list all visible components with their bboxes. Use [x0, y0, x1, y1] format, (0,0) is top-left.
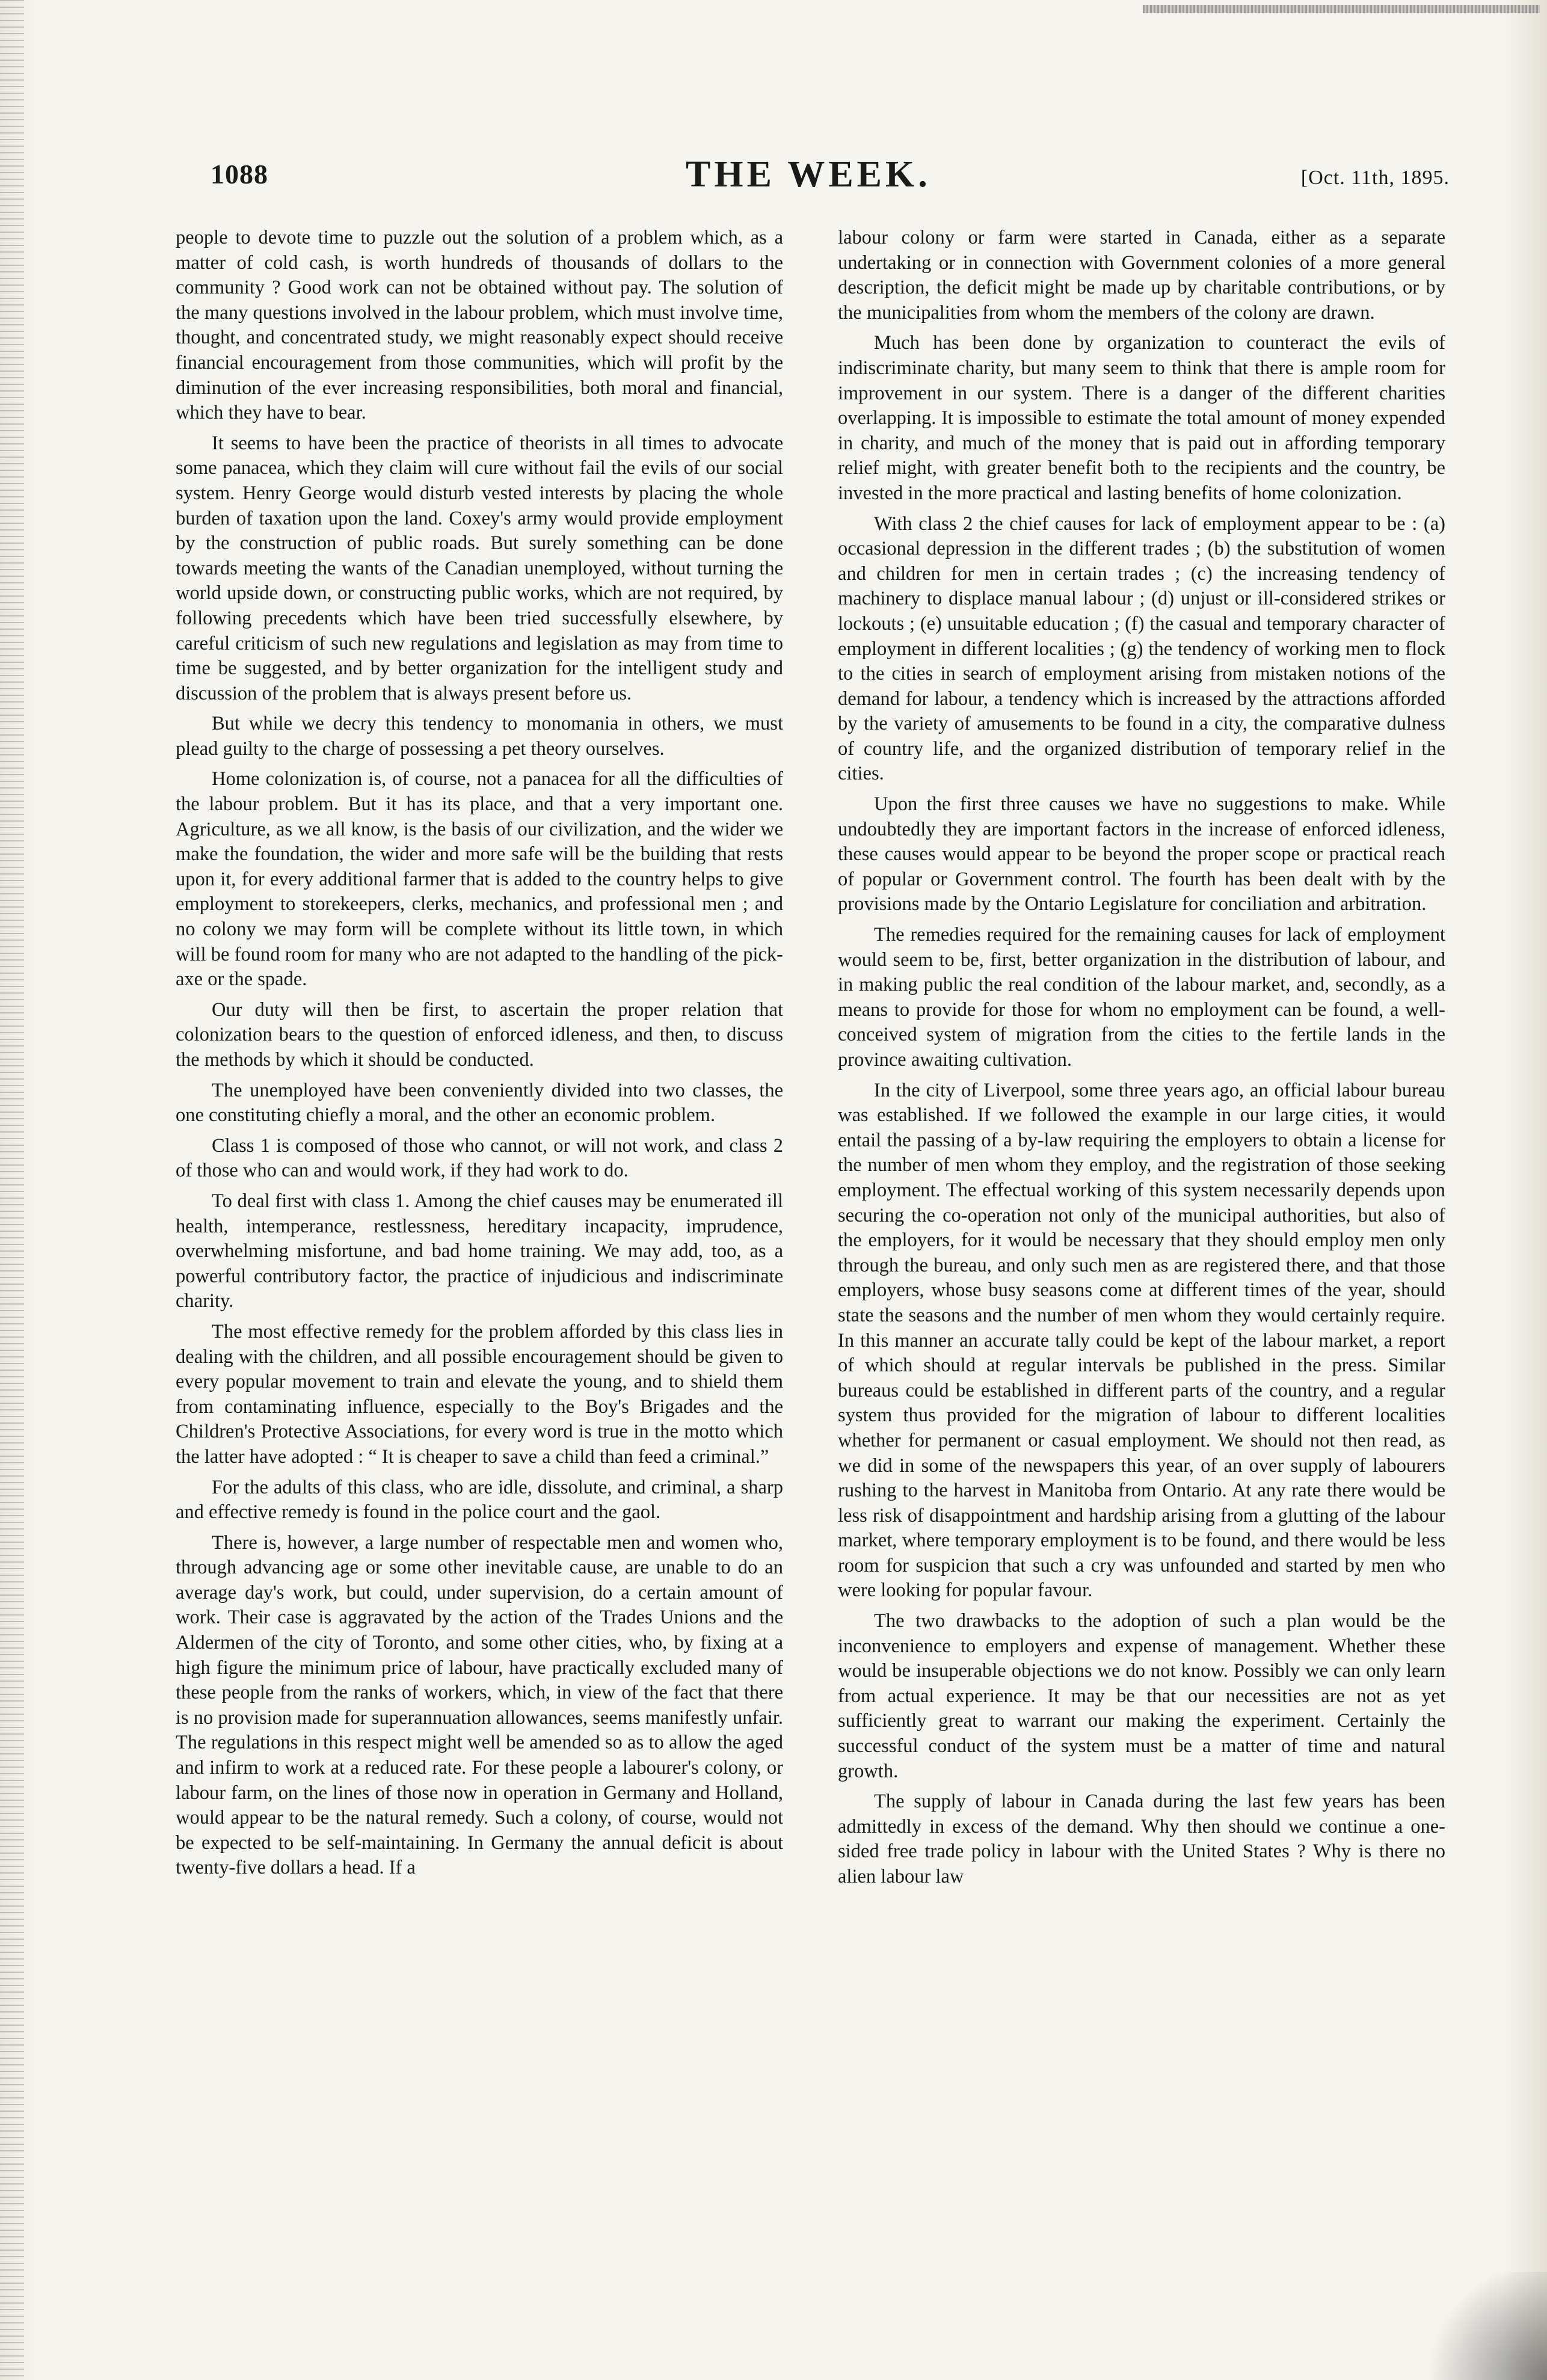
paragraph: Home colonization is, of course, not a panacea for all the difficulties of the labour problem. But it has its place, and that a very important one. Agriculture, as we all know, is the basis of our civilization, and the wider we make the foundation, the wider and more safe will be the building that rests upon it, for every additional farmer that is added to the country helps to give employment to storekeepers, clerks, mechanics, and professional men ; and no colony we may form will be complete without its little town, in which will be found room for many who are not adapted to the handling of the pick-axe or the spade. [176, 768, 783, 991]
paragraph: Class 1 is composed of those who cannot, or will not work, and class 2 of those who can and would work, if they had work to do. [176, 1134, 783, 1182]
masthead-title: THE WEEK. [686, 154, 931, 195]
paragraph: labour colony or farm were started in Canada, either as a separate undertaking or in connection with Government colonies of a more general description, the deficit might be made up by charitable contributions, or by the municipalities from whom the members of the colony are drawn. [838, 227, 1445, 324]
paragraph: Upon the first three causes we have no suggestions to make. While undoubtedly they are important factors in the increase of enforced idleness, these causes would appear to be beyond the proper scope or practical reach of popular or Government control. The fourth has been dealt with by the provisions made by the Ontario Legislature for conciliation and arbitration. [838, 793, 1445, 915]
page-header [174, 153, 1450, 201]
paragraph: But while we decry this tendency to monomania in others, we must plead guilty to the charge of possessing a pet theory ourselves. [176, 713, 783, 760]
right-column [838, 226, 1445, 2283]
corner-ink-smear [1415, 2272, 1547, 2380]
top-rule-smudge [1143, 5, 1540, 13]
paragraph: There is, however, a large number of respectable men and women who, through advancing age or some other inevitable cause, are unable to do an average day's work, but could, under supervision, do a certain amount of work. Their case is aggravated by the action of the Trades Unions and the Aldermen of the city of Toronto, and some other cities, who, by fixing at a high figure the minimum price of labour, have practically excluded many of these people from the ranks of workers, which, in view of the fact that there is no provision made for superannuation allowances, seems manifestly unfair. The regulations in this respect might well be amended so as to allow the aged and infirm to work at a reduced rate. For these people a labourer's colony, or labour farm, on the lines of those now in operation in Germany and Holland, would appear to be the natural remedy. Such a colony, of course, would not be expected to be self-maintaining. In Germany the annual deficit is about twenty-five dollars a head. If a [176, 1531, 783, 1879]
left-column [176, 226, 783, 2283]
paragraph: In the city of Liverpool, some three years ago, an official labour bureau was established. If we followed the example in our large cities, it would entail the passing of a by-law requiring the employers to obtain a license for the number of men whom they employ, and the registration of those seeking employment. The effectual working of this system necessarily depends upon securing the co-operation not only of the municipal authorities, but also of the employers, for it would be necessary that they should employ men only through the bureau, and only such men as are registered there, and that those employers, whose busy seasons come at different times of the year, should state the seasons and the number of men whom they would certainly require. In this manner an accurate tally could be kept of the labour market, a report of which should at regular intervals be published in the press. Similar bureaus could be established in different parts of the country, and a regular system thus provided for the migration of labour to different localities whether for permanent or casual employment. We should not then read, as we did in some of the newspapers this year, of an over supply of labourers rushing to the harvest in Manitoba from Ontario. At any rate there would be less risk of disappointment and hardship arising from a glutting of the labour market, where temporary employment is to be found, and there would be less room for suspicion that such a cry was unfounded and started by men who were looking for popular favour. [838, 1079, 1445, 1602]
paragraph: With class 2 the chief causes for lack of employment appear to be : (a) occasional depression in the different trades ; (b) the substitution of women and children for men in certain trades ; (c) the increasing tendency of machinery to displace manual labour ; (d) unjust or ill-considered strikes or lockouts ; (e) unsuitable education ; (f) the casual and temporary character of employment in different localities ; (g) the tendency of working men to flock to the cities in search of employment arising from mistaken notions of the demand for labour, a tendency which is increased by the attractions afforded by the variety of amusements to be found in a city, the comparative dulness of country life, and the organized distribution of temporary relief in the cities. [838, 512, 1445, 785]
paragraph: The unemployed have been conveniently divided into two classes, the one constituting chiefly a moral, and the other an economic problem. [176, 1079, 783, 1127]
binding-edge [0, 0, 24, 2380]
page-number: 1088 [211, 159, 268, 189]
paragraph: people to devote time to puzzle out the solution of a problem which, as a matter of cold cash, is worth hundreds of thousands of dollars to the community ? Good work can not be obtained without pay. The solution of the many questions involved in the labour problem, which must involve time, thought, and concentrated study, we might reasonably expect should receive financial encouragement from those communities, which will profit by the diminution of the ever increasing responsibilities, both moral and financial, which they have to bear. [176, 227, 783, 424]
paragraph: The remedies required for the remaining causes for lack of employment would seem to be, first, better organization in the distribution of labour, and in making public the real condition of the labour market, and, secondly, as a means to provide for those for whom no employment can be found, a well-conceived system of migration from the cities to the fertile lands in the province awaiting cultivation. [838, 924, 1445, 1071]
paragraph: For the adults of this class, who are idle, dissolute, and criminal, a sharp and effective remedy is found in the police court and the gaol. [176, 1476, 783, 1524]
paragraph: The most effective remedy for the problem afforded by this class lies in dealing with the children, and all possible encouragement should be given to every popular movement to train and elevate the young, and to shield them from contaminating influence, especially to the Boy's Brigades and the Children's Protective Associations, for every word is true in the motto which the latter have adopted : “ It is cheaper to save a child than feed a criminal.” [176, 1320, 783, 1468]
paragraph: It seems to have been the practice of theorists in all times to advocate some panacea, which they claim will cure without fail the evils of our social system. Henry George would disturb vested interests by placing the whole burden of taxation upon the land. Coxey's army would provide employment by the construction of public roads. But surely something can be done towards meeting the wants of the Canadian unemployed, without turning the world upside down, or constructing public works, which are not required, by following precedents which have been tried successfully elsewhere, by careful criticism of such new regulations and legislation as may from time to time be suggested, and by better organization for the intelligent study and discussion of the problem that is always present before us. [176, 432, 783, 704]
paragraph: To deal first with class 1. Among the chief causes may be enumerated ill health, intemperance, restlessness, hereditary incapacity, imprudence, overwhelming misfortune, and bad home training. We may add, too, as a powerful contributory factor, the practice of injudicious and indiscriminate charity. [176, 1190, 783, 1312]
paragraph: The supply of labour in Canada during the last few years has been admittedly in excess of the demand. Why then should we continue a one-sided free trade policy in labour with the United States ? Why is there no alien labour law [838, 1791, 1445, 1887]
paragraph: The two drawbacks to the adoption of such a plan would be the inconvenience to employers and expense of management. Whether these would be insuperable objections we do not know. Possibly we can only learn from actual experience. It may be that our necessities are not as yet sufficiently great to warrant our making the experiment. Certainly the successful conduct of the system must be a matter of time and natural growth. [838, 1610, 1445, 1782]
issue-date: [Oct. 11th, 1895. [1300, 167, 1450, 189]
paragraph: Our duty will then be first, to ascertain the proper relation that colonization bears to the question of enforced idleness, and then, to discuss the methods by which it should be conducted. [176, 998, 783, 1071]
paragraph: Much has been done by organization to counteract the evils of indiscriminate charity, but many seem to think that there is ample room for improvement in our system. There is a danger of the different charities overlapping. It is impossible to estimate the total amount of money expended in charity, and much of the money that is paid out in affording temporary relief might, with greater benefit both to the recipients and the country, be invested in the more practical and lasting benefits of home colonization. [838, 332, 1445, 504]
